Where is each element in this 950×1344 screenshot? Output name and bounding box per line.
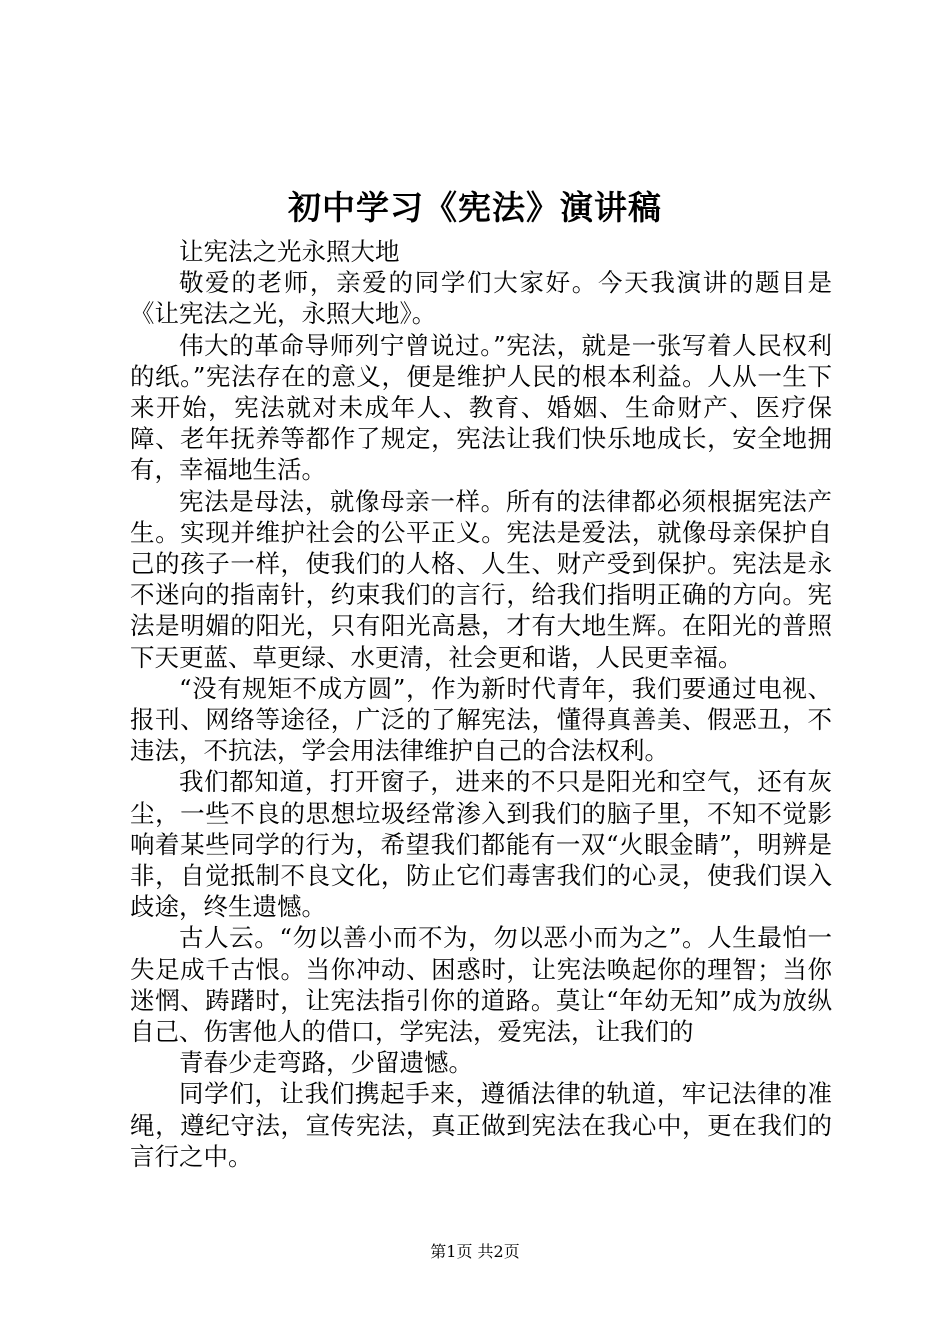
document-title: 初中学习《宪法》演讲稿 [288,188,662,227]
paragraph-greeting: 敬爱的老师，亲爱的同学们大家好。今天我演讲的题目是《让宪法之光，永照大地》。 [130,268,832,329]
paragraph-closing: 同学们，让我们携起手来，遵循法律的轨道，牢记法律的准绳，遵纪守法，宣传宪法，真正做到宪法在我心中，更在我们的言行之中。 [130,1079,832,1171]
paragraph-window: 我们都知道，打开窗子，进来的不只是阳光和空气，还有灰尘，一些不良的思想垃圾经常渗入到我们的脑子里，不知不觉影响着某些同学的行为，希望我们都能有一双“火眼金睛”，明辨是非，自觉抵制不良文化，防止它们毒害我们的心灵，使我们误入歧途，终生遗憾。 [130,767,832,922]
paragraph-ancients: 古人云。“勿以善小而不为，勿以恶小而为之”。人生最怕一失足成千古恨。当你冲动、困惑时，让宪法唤起你的理智；当你迷惘、踌躇时，让宪法指引你的道路。莫让“年幼无知”成为放纵自己、伤害他人的借口，学宪法，爱宪法，让我们的 [130,923,832,1047]
paragraph-subtitle: 让宪法之光永照大地 [179,237,400,266]
paragraph-lenin-quote: 伟大的革命导师列宁曾说过。”宪法，就是一张写着人民权利的纸。”宪法存在的意义，便是维护人民的根本利益。人从一生下来开始，宪法就对未成年人、教育、婚姻、生命财产、医疗保障、老年抚养等都作了规定，宪法让我们快乐地成长，安全地拥有，幸福地生活。 [130,330,832,485]
page-number-footer: 第1页 共2页 [430,1242,520,1261]
paragraph-constitution-mother-law: 宪法是母法，就像母亲一样。所有的法律都必须根据宪法产生。实现并维护社会的公平正义。宪法是爱法，就像母亲保护自己的孩子一样，使我们的人格、人生、财产受到保护。宪法是永不迷向的指南针，约束我们的言行，给我们指明正确的方向。宪法是明媚的阳光，只有阳光高悬，才有大地生辉。在阳光的普照下天更蓝、草更绿、水更清，社会更和谐，人民更幸福。 [130,486,832,672]
paragraph-youth: 青春少走弯路，少留遗憾。 [179,1048,473,1078]
document-body [130,236,832,1172]
paragraph-rules: “没有规矩不成方圆”，作为新时代青年，我们要通过电视、报刊、网络等途径，广泛的了解宪法，懂得真善美、假恶丑，不违法，不抗法，学会用法律维护自己的合法权利。 [130,673,832,766]
